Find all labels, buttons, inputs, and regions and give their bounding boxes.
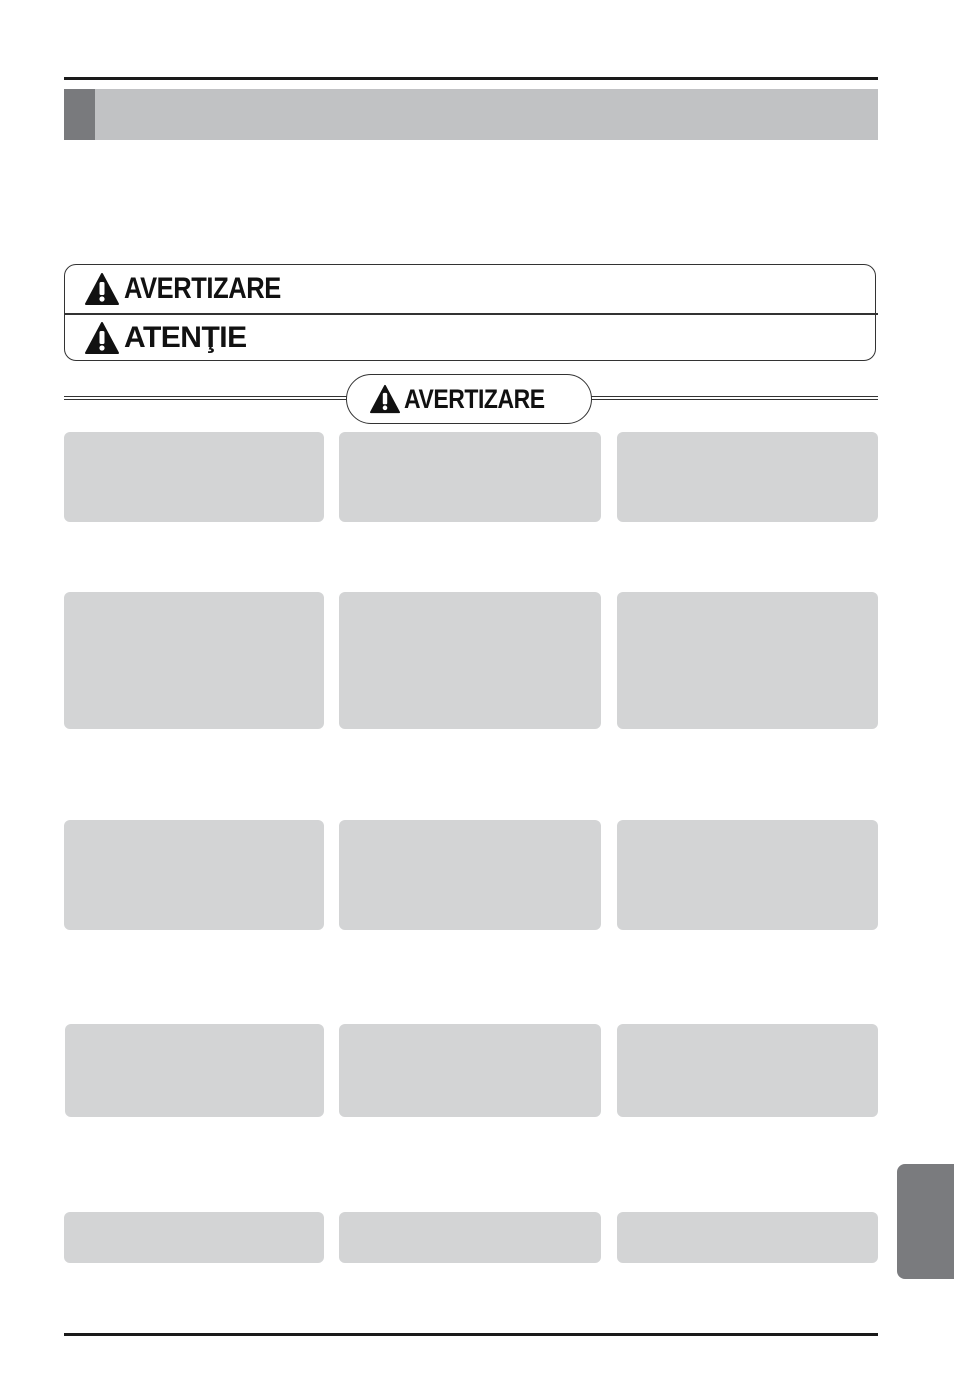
warning-triangle-icon [84,321,120,355]
warning-triangle-icon [369,384,401,414]
section-heading-line-right [590,396,878,400]
illustration-card [617,432,878,522]
section-header-bar [64,89,878,140]
illustration-card [339,820,601,930]
legend-divider [64,313,878,315]
illustration-card [339,1024,601,1117]
warning-triangle-icon [84,272,120,306]
illustration-card [64,432,324,522]
bottom-rule [64,1333,878,1336]
illustration-card [617,1212,878,1263]
illustration-card [64,820,324,930]
language-side-tab [897,1164,954,1279]
illustration-card [617,592,878,729]
illustration-card [65,1024,324,1117]
legend-caution-row [84,318,247,358]
illustration-card [617,1024,878,1117]
top-rule [64,77,878,80]
section-heading-line-left [64,396,348,400]
illustration-card [64,1212,324,1263]
legend-warning-row [84,269,308,309]
section-header-marker [64,89,95,140]
illustration-card [339,1212,601,1263]
illustration-card [64,592,324,729]
illustration-card [617,820,878,930]
illustration-card [339,592,601,729]
warning-section-title: AVERTIZARE [403,383,545,414]
legend-caution-label: ATENŢIE [124,321,247,354]
legend-warning-label: AVERTIZARE [124,272,281,305]
warning-section-heading [346,374,592,424]
illustration-card [339,432,601,522]
